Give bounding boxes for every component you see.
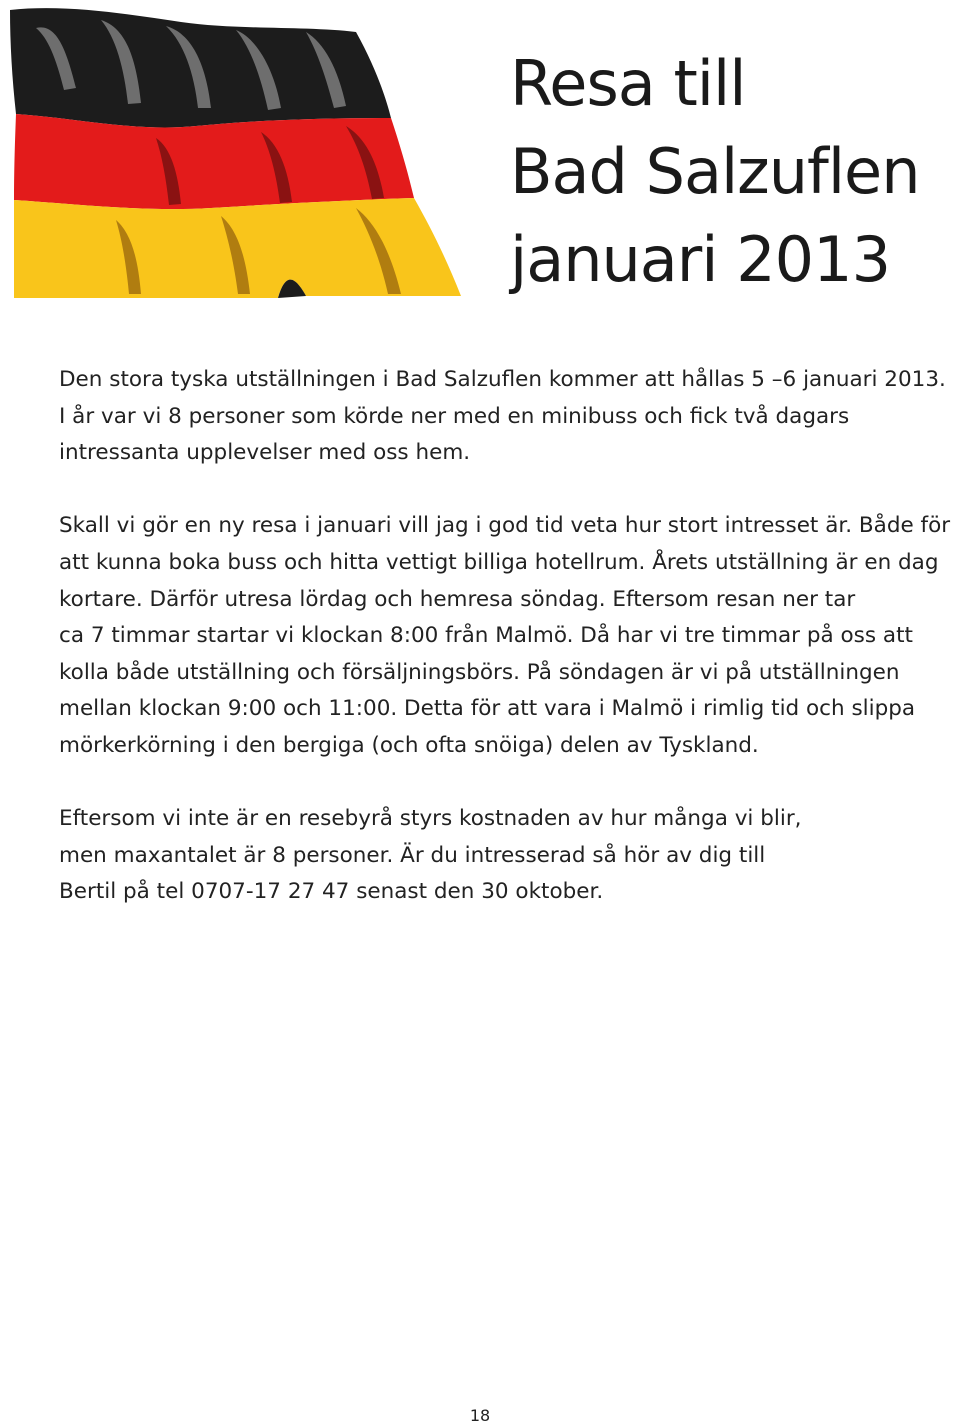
title-line-2: Bad Salzuflen (510, 135, 920, 208)
text-line: mörkerkörning i den bergiga (och ofta snöiga) delen av Tyskland. (59, 732, 759, 758)
text-line: Eftersom vi inte är en resebyrå styrs kostnaden av hur många vi blir, (59, 806, 802, 832)
title-line-1: Resa till (510, 47, 746, 120)
text-line: kortare. Därför utresa lördag och hemresa söndag. Eftersom resan ner tar (59, 586, 856, 612)
text-line: men maxantalet är 8 personer. Är du intresserad så hör av dig till (59, 842, 766, 868)
text-line: Bertil på tel 0707-17 27 47 senast den 30 oktober. (59, 879, 604, 905)
text-line: I år var vi 8 personer som körde ner med en minibuss och fick två dagars (59, 403, 850, 429)
text-line: mellan klockan 9:00 och 11:00. Detta för att vara i Malmö i rimlig tid och slippa (59, 696, 916, 722)
page-number: 18 (469, 1406, 491, 1425)
text-line: att kunna boka buss och hitta vettigt billiga hotellrum. Årets utställning är en dag (59, 549, 939, 575)
paragraph-1 (59, 362, 949, 472)
text-line: ca 7 timmar startar vi klockan 8:00 från Malmö. Då har vi tre timmar på oss att (59, 623, 913, 649)
text-line: Skall vi gör en ny resa i januari vill jag i god tid veta hur stort intresset är. Både för (59, 513, 951, 539)
text-line: intressanta upplevelser med oss hem. (59, 440, 471, 466)
paragraph-3 (59, 801, 949, 911)
title-line-3: januari 2013 (510, 223, 891, 296)
paragraph-2 (59, 508, 949, 764)
text-line: Den stora tyska utställningen i Bad Salzuflen kommer att hållas 5 –6 januari 2013. (59, 367, 946, 392)
flag-red-band (14, 114, 414, 209)
article-body (59, 362, 949, 948)
page-title (510, 40, 955, 304)
german-flag-icon (6, 8, 468, 300)
text-line: kolla både utställning och försäljningsbörs. På söndagen är vi på utställningen (59, 659, 900, 685)
